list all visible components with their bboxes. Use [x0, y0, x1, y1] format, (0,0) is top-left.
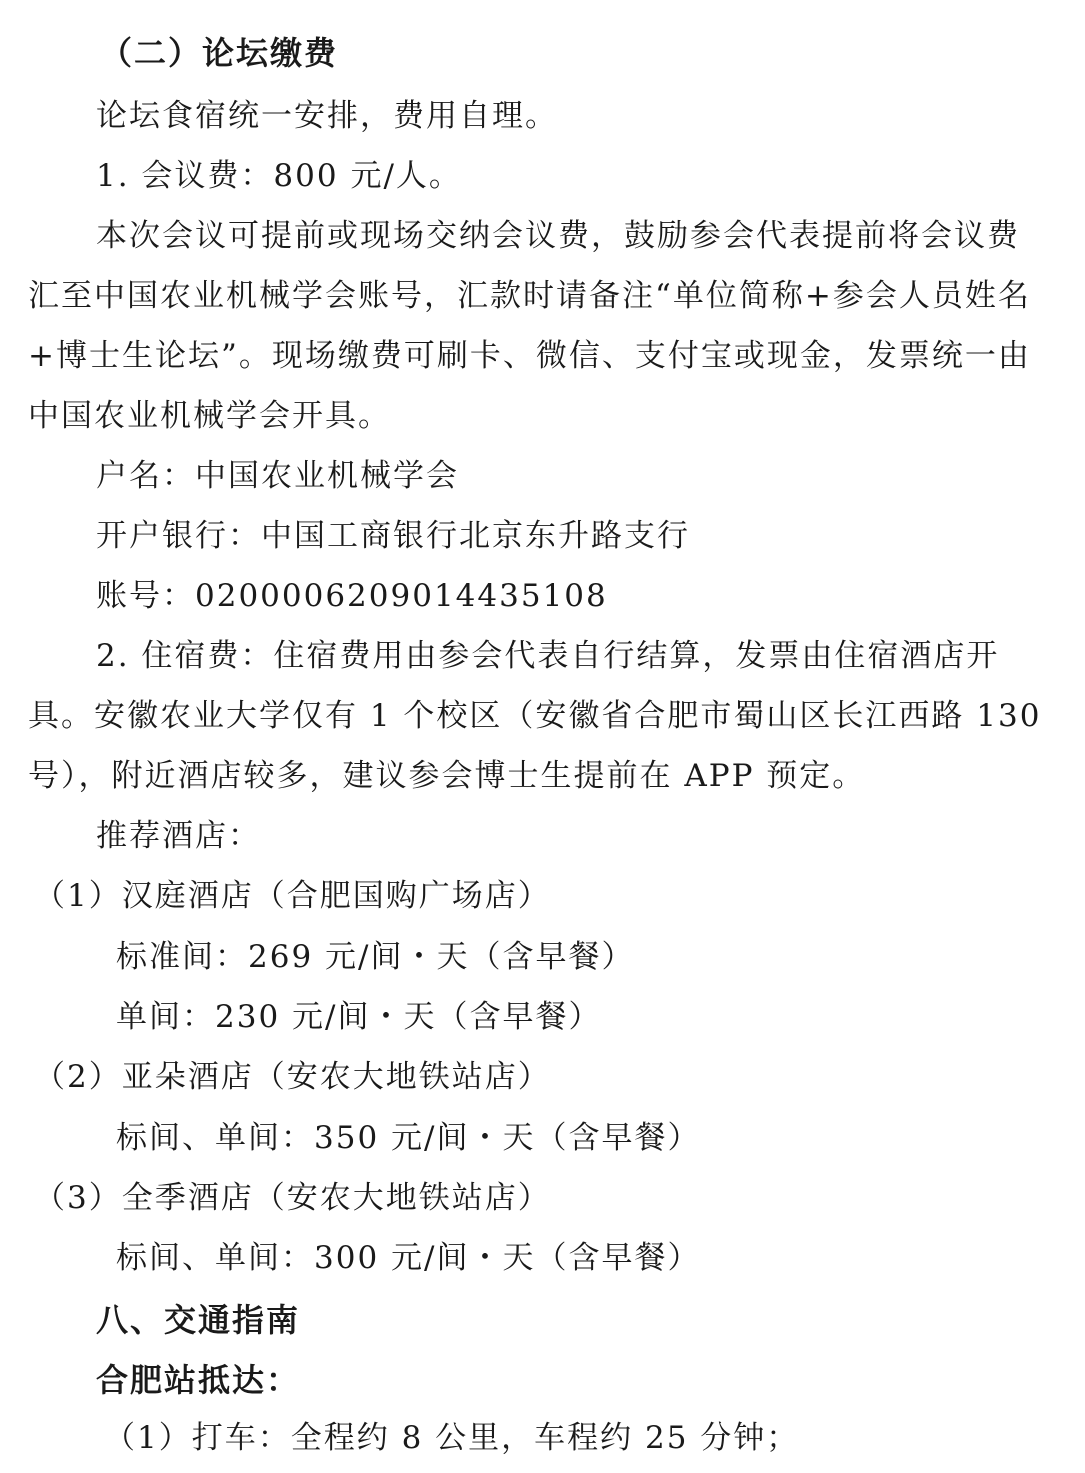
hotel-name: （3）全季酒店（安农大地铁站店）	[34, 1180, 551, 1216]
lodging-line: 具。安徽农业大学仅有 1 个校区（安徽省合肥市蜀山区长江西路 130	[28, 698, 1042, 734]
meeting-fee-line: +博士生论坛”。现场缴费可刷卡、微信、支付宝或现金，发票统一由	[28, 338, 1031, 374]
lodging-line: 号），附近酒店较多，建议参会博士生提前在 APP 预定。	[28, 758, 866, 794]
traffic-item: （1）打车：全程约 8 公里，车程约 25 分钟；	[104, 1420, 800, 1456]
hotel-price: 标间、单间：300 元/间・天（含早餐）	[116, 1240, 701, 1276]
meeting-fee-line: 本次会议可提前或现场交纳会议费，鼓励参会代表提前将会议费	[96, 218, 1020, 254]
section-title: （二）论坛缴费	[100, 34, 339, 72]
hotel-price: 单间：230 元/间・天（含早餐）	[116, 999, 602, 1035]
traffic-subtitle: 合肥站抵达：	[96, 1361, 301, 1399]
hotel-price: 标准间：269 元/间・天（含早餐）	[116, 939, 635, 975]
traffic-title: 八、交通指南	[96, 1301, 301, 1339]
hotel-name: （2）亚朵酒店（安农大地铁站店）	[34, 1059, 551, 1095]
meeting-fee-heading: 1. 会议费：800 元/人。	[96, 158, 462, 194]
meeting-fee-line: 汇至中国农业机械学会账号，汇款时请备注“单位简称+参会人员姓名	[28, 278, 1031, 314]
bank-name: 开户银行：中国工商银行北京东升路支行	[96, 518, 690, 554]
hotel-price: 标间、单间：350 元/间・天（含早餐）	[116, 1120, 701, 1156]
account-name: 户名：中国农业机械学会	[96, 458, 459, 494]
recommend-label: 推荐酒店：	[96, 818, 261, 854]
intro-paragraph: 论坛食宿统一安排，费用自理。	[96, 98, 558, 134]
account-number: 账号：0200006209014435108	[96, 578, 608, 614]
hotel-name: （1）汉庭酒店（合肥国购广场店）	[34, 878, 551, 914]
meeting-fee-line: 中国农业机械学会开具。	[28, 398, 391, 434]
lodging-line: 2. 住宿费：住宿费用由参会代表自行结算，发票由住宿酒店开	[96, 638, 1000, 674]
